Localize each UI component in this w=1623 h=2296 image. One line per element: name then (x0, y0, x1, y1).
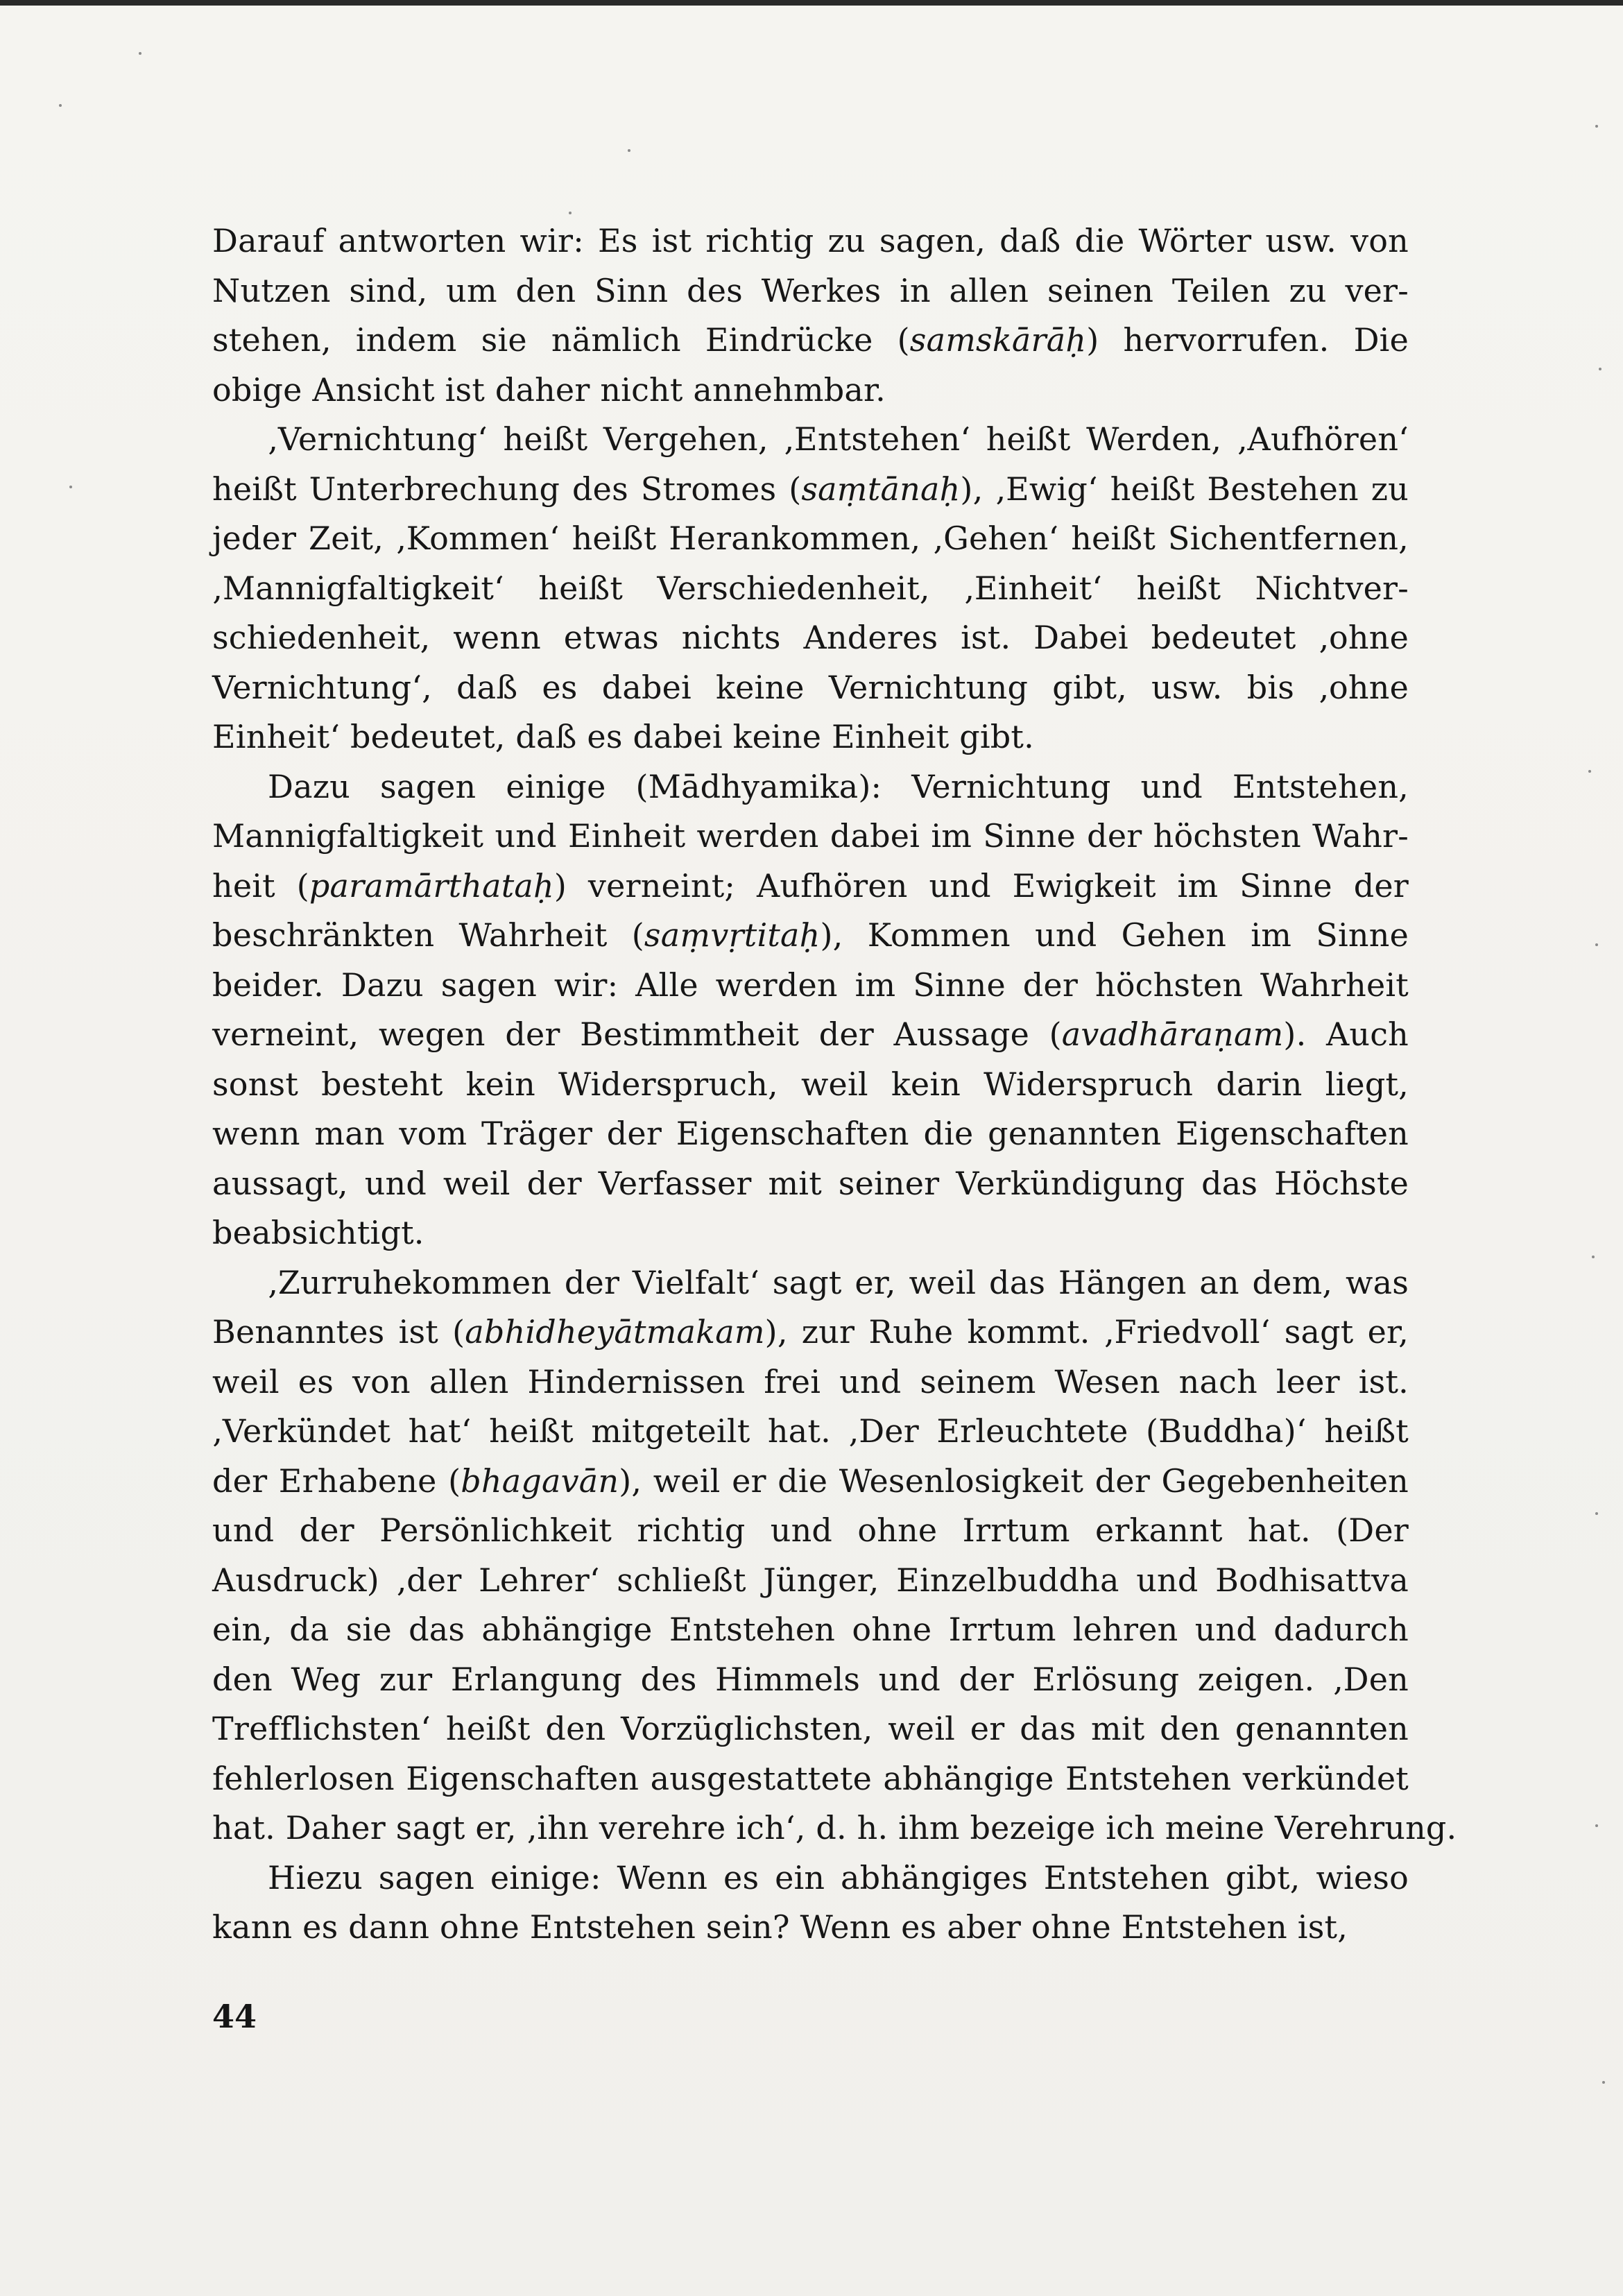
text-line: ‚Zurruhekommen der Vielfalt‘ sagt er, weil das Hängen an dem, was (268, 1263, 1409, 1301)
text-line: fehlerlosen Eigenschaften ausgestattete abhängige Entstehen verkündet (212, 1759, 1409, 1797)
text-line: der Erhabene (bhagavān), weil er die Wesenlosigkeit der Gegebenheiten (212, 1462, 1409, 1500)
text-line: stehen, indem sie nämlich Eindrücke (samskārāḥ) hervorrufen. Die (212, 321, 1409, 359)
scan-speck (1595, 943, 1598, 946)
scan-speck (1592, 1256, 1595, 1258)
text-line: Ausdruck) ‚der Lehrer‘ schließt Jünger, Einzelbuddha und Bodhisattva (212, 1561, 1409, 1599)
paragraph (212, 216, 1409, 415)
scan-speck (1602, 2081, 1605, 2084)
text-line: beschränkten Wahrheit (saṃvṛtitaḥ), Kommen und Gehen im Sinne (212, 916, 1409, 954)
text-line: den Weg zur Erlangung des Himmels und der Erlösung zeigen. ‚Den (212, 1660, 1409, 1698)
body-text (212, 216, 1457, 1953)
text-line: Vernichtung‘, daß es dabei keine Vernichtung gibt, usw. bis ‚ohne (212, 668, 1409, 706)
scan-speck (569, 212, 572, 214)
paragraph (212, 762, 1409, 1258)
text-line: ‚Vernichtung‘ heißt Vergehen, ‚Entstehen‘ heißt Werden, ‚Aufhören‘ (268, 420, 1409, 458)
paragraph (212, 1258, 1457, 1853)
text-line: Dazu sagen einige (Mādhyamika): Vernichtung und Entstehen, (268, 767, 1409, 805)
text-line: schiedenheit, wenn etwas nichts Anderes ist. Dabei bedeutet ‚ohne (212, 619, 1409, 656)
text-line: Hiezu sagen einige: Wenn es ein abhängiges Entstehen gibt, wieso (268, 1858, 1409, 1896)
text-line: Benanntes ist (abhidheyātmakam), zur Ruhe kommt. ‚Friedvoll‘ sagt er, (212, 1313, 1409, 1351)
page-number: 44 (212, 1998, 257, 2035)
text-line: Einheit‘ bedeutet, daß es dabei keine Einheit gibt. (212, 718, 1034, 755)
text-line: Mannigfaltigkeit und Einheit werden dabei im Sinne der höchsten Wahr- (212, 817, 1409, 855)
paragraph (212, 415, 1409, 762)
text-line: hat. Daher sagt er, ‚ihn verehre ich‘, d. h. ihm bezeige ich meine Verehrung. (212, 1809, 1457, 1847)
text-line: ‚Verkündet hat‘ heißt mitgeteilt hat. ‚Der Erleuchtete (Buddha)‘ heißt (212, 1412, 1409, 1450)
scan-speck (1588, 770, 1591, 773)
scan-speck (1599, 368, 1601, 370)
text-line: aussagt, und weil der Verfasser mit seiner Verkündigung das Höchste (212, 1164, 1409, 1202)
text-line: kann es dann ohne Entstehen sein? Wenn es aber ohne Entstehen ist, (212, 1908, 1348, 1946)
text-line: heit (paramārthataḥ) verneint; Aufhören und Ewigkeit im Sinne der (212, 866, 1409, 905)
scan-speck (628, 149, 630, 152)
text-line: beabsichtigt. (212, 1214, 424, 1251)
text-line: und der Persönlichkeit richtig und ohne Irrtum erkannt hat. (Der (212, 1511, 1409, 1549)
scan-speck (59, 104, 62, 107)
scan-speck (69, 486, 72, 488)
scan-speck (1595, 1824, 1598, 1827)
text-line: ‚Mannigfaltigkeit‘ heißt Verschiedenheit, ‚Einheit‘ heißt Nichtver- (212, 569, 1409, 607)
text-line: weil es von allen Hindernissen frei und seinem Wesen nach leer ist. (212, 1362, 1409, 1400)
text-line: Darauf antworten wir: Es ist richtig zu sagen, daß die Wörter usw. von (212, 222, 1409, 259)
text-line: Nutzen sind, um den Sinn des Werkes in allen seinen Teilen zu ver- (212, 271, 1409, 309)
scan-speck (139, 52, 141, 55)
text-line: ein, da sie das abhängige Entstehen ohne Irrtum lehren und dadurch (212, 1611, 1409, 1648)
scan-speck (1595, 1512, 1598, 1515)
text-line: beider. Dazu sagen wir: Alle werden im Sinne der höchsten Wahrheit (212, 966, 1409, 1004)
paragraph (212, 1853, 1409, 1953)
text-line: Trefflichsten‘ heißt den Vorzüglichsten, weil er das mit den genannten (212, 1710, 1409, 1747)
text-line: heißt Unterbrechung des Stromes (saṃtānaḥ), ‚Ewig‘ heißt Bestehen zu (212, 470, 1409, 508)
text-line: obige Ansicht ist daher nicht annehmbar. (212, 370, 886, 409)
scan-top-edge (0, 0, 1623, 6)
text-line: sonst besteht kein Widerspruch, weil kein Widerspruch darin liegt, (212, 1065, 1409, 1103)
text-line: jeder Zeit, ‚Kommen‘ heißt Herankommen, ‚Gehen‘ heißt Sichentfernen, (212, 520, 1409, 557)
text-line: wenn man vom Träger der Eigenschaften die genannten Eigenschaften (212, 1115, 1409, 1152)
text-line: verneint, wegen der Bestimmtheit der Aussage (avadhāraṇam). Auch (212, 1016, 1409, 1053)
scan-speck (1595, 125, 1598, 128)
